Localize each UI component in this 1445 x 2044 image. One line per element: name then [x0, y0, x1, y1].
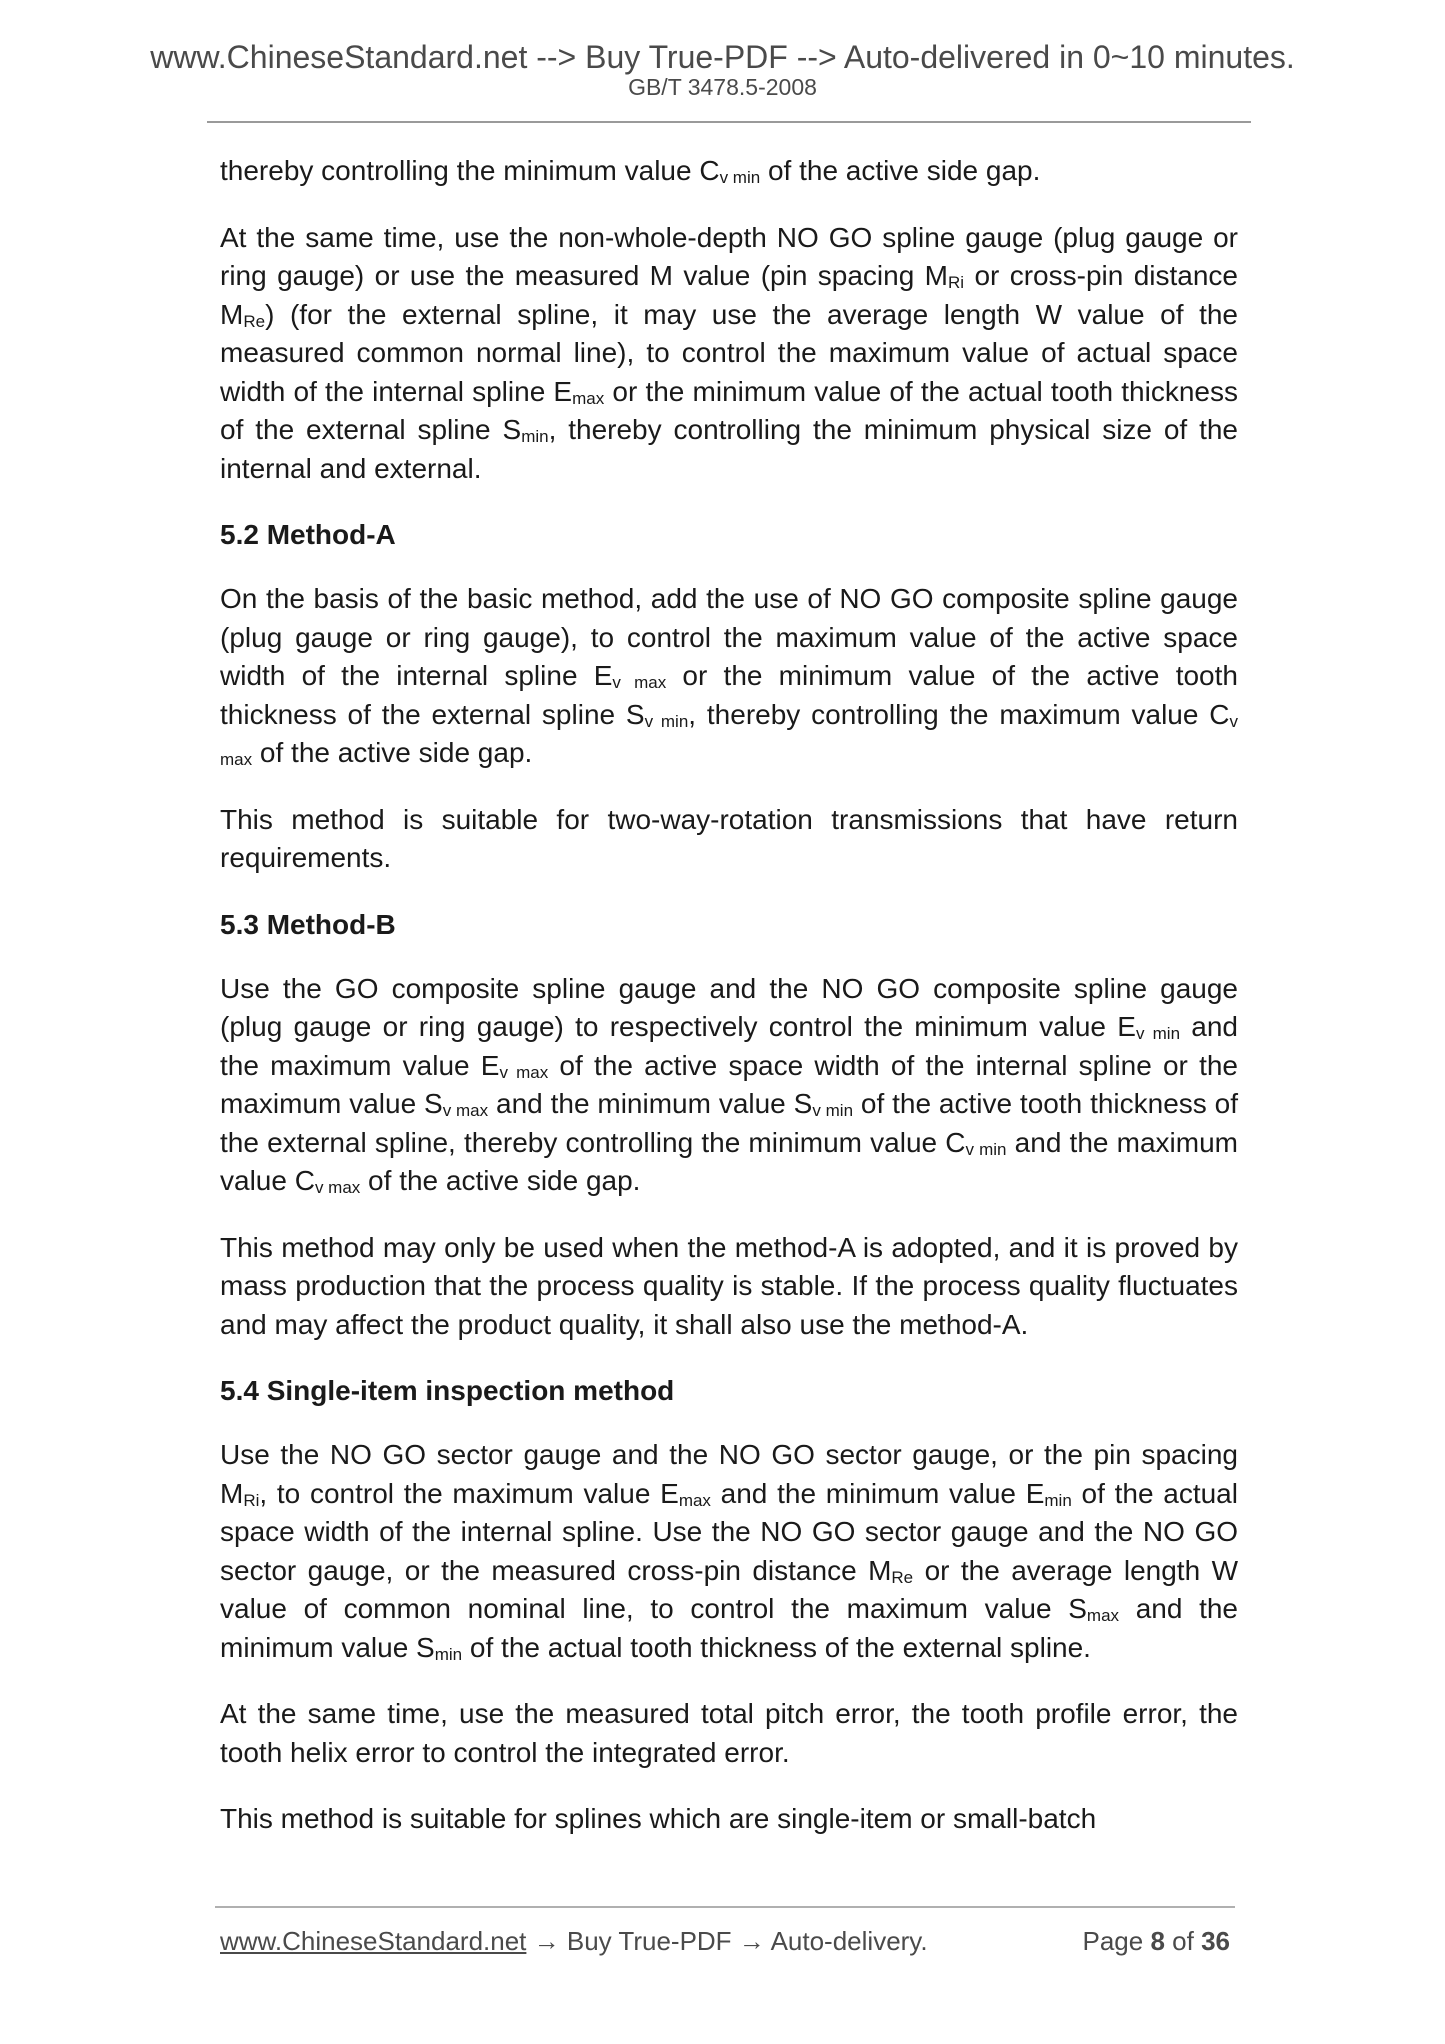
footer-promo-text: → Buy True-PDF → Auto-delivery. — [526, 1926, 928, 1956]
paragraph-8: At the same time, use the measured total pitch error, the tooth profile error, the tooth helix error to control the integrated error. — [220, 1698, 1238, 1768]
header-banner: www.ChineseStandard.net --> Buy True-PDF --> Auto-delivered in 0~10 minutes. — [150, 39, 1295, 75]
footer-promo — [220, 1924, 928, 1958]
paragraph-9: This method is suitable for splines which are single-item or small-batch — [220, 1803, 1097, 1834]
page-footer — [220, 1924, 1230, 1958]
paragraph-7: Use the NO GO sector gauge and the NO GO sector gauge, or the pin spacing $M_{Ri}$, to control the maximum value $E_{max}$ and the minimum value $E_{min}$ of the actual space width of the internal spline. Use the NO GO sector gauge and the NO GO sector gauge, or the measured cross-pin distance $M_{Re}$ or the average length W value of common nominal line, to control the maximum value $S_{max}$ and the minimum value $S_{min}$ of the actual tooth thickness of the external spline. — [220, 1439, 1239, 1664]
page-body — [220, 152, 1238, 1867]
standard-number: GB/T 3478.5-2008 — [628, 74, 817, 100]
page-number: Page 8 of 36 — [1082, 1926, 1230, 1956]
header-divider — [207, 121, 1251, 123]
section-heading-5-3: 5.3 Method-B — [220, 908, 396, 940]
paragraph-3: On the basis of the basic method, add the use of NO GO composite spline gauge (plug gauge or ring gauge), to control the maximum value of the active space width of the internal spline $E_{v max}$ or the minimum value of the active tooth thickness of the external spline $S_{v min}$, thereby controlling the maximum value $C_{v max}$ of the active side gap. — [220, 583, 1238, 769]
paragraph-5: Use the GO composite spline gauge and the NO GO composite spline gauge (plug gauge or ring gauge) to respectively control the minimum value $E_{v min}$ and the maximum value $E_{v max}$ of the active space width of the internal spline or the maximum value $S_{v max}$ and the minimum value $S_{v min}$ of the active tooth thickness of the external spline, thereby controlling the minimum value $C_{v min}$ and the maximum value $C_{v max}$ of the active side gap. — [220, 972, 1239, 1197]
footer-site-link[interactable]: www.ChineseStandard.net — [220, 1926, 527, 1956]
paragraph-1: thereby controlling the minimum value $C_{v min}$ of the active side gap. — [220, 155, 1041, 187]
section-heading-5-2: 5.2 Method-A — [220, 519, 396, 550]
paragraph-4: This method is suitable for two-way-rotation transmissions that have return requirements. — [220, 803, 1238, 873]
paragraph-6: This method may only be used when the method-A is adopted, and it is proved by mass production that the process quality is stable. If the process quality fluctuates and may affect the product quality, it shall also use the method-A. — [220, 1231, 1238, 1340]
footer-divider — [215, 1906, 1235, 1908]
section-heading-5-4: 5.4 Single-item inspection method — [220, 1375, 675, 1406]
paragraph-2: At the same time, use the non-whole-depth NO GO spline gauge (plug gauge or ring gauge) or use the measured M value (pin spacing $M_{Ri}$ or cross-pin distance $M_{Re}$) (for the external spline, it may use the average length W value of the measured common normal line), to control the maximum value of actual space width of the internal spline $E_{max}$ or the minimum value of the actual tooth thickness of the external spline $S_{min}$, thereby controlling the minimum physical size of the internal and external. — [220, 221, 1239, 484]
